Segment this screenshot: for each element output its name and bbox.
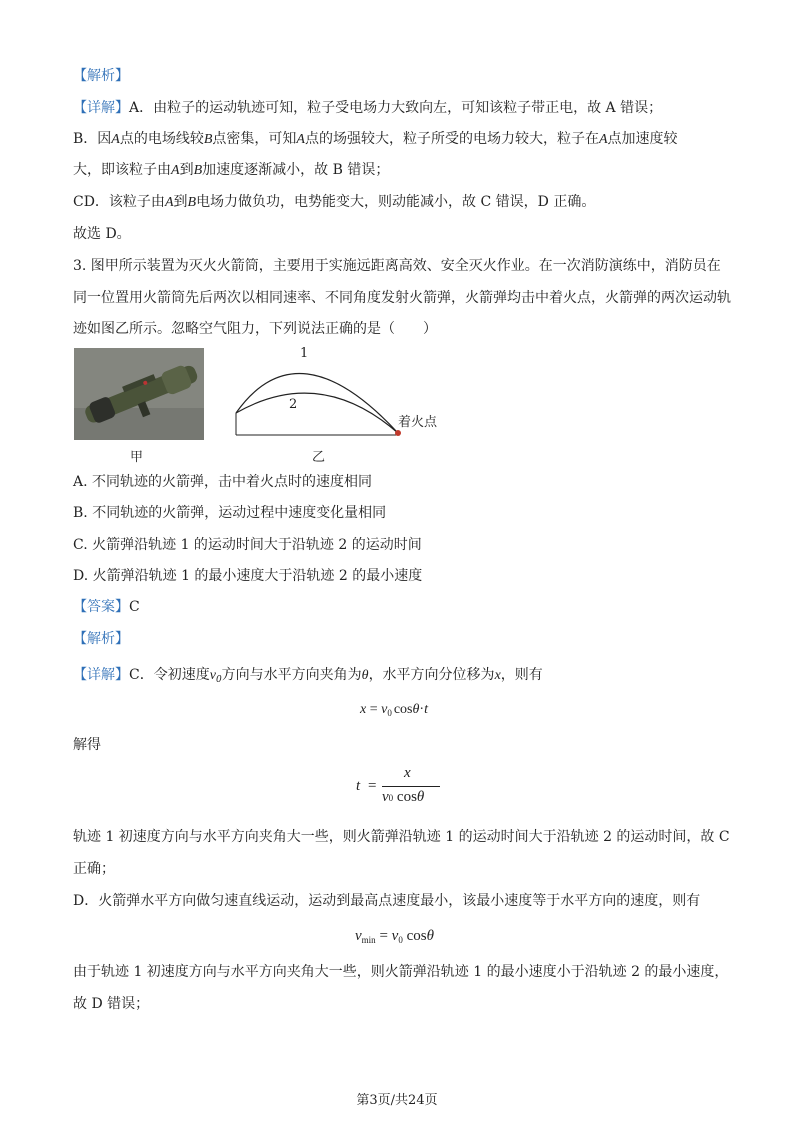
fraction-bar <box>382 786 440 787</box>
b-mid2: 点密集，可知 <box>212 131 297 147</box>
fig-label-yi: 乙 <box>312 450 326 465</box>
eq-t: t <box>424 702 428 717</box>
b2-prefix: 大，即该粒子由 <box>73 162 171 178</box>
detail-b-line2 <box>73 160 389 181</box>
jiexi-tag-2: 【解析】 <box>73 631 129 647</box>
d-conclusion-2: 故 D 错误； <box>73 996 150 1012</box>
d-conclusion-1: 由于轨迹 1 初速度方向与水平方向夹角大一些，则火箭弹沿轨迹 1 的最小速度小于沿轨迹 2 的最小速度， <box>73 964 729 980</box>
q3-stem-line2: 同一位置用火箭筒先后两次以相同速率、不同角度发射火箭弹，火箭弹均击中着火点，火箭弹的两次运动轨 <box>73 290 731 306</box>
eq2-numerator: x <box>404 765 411 781</box>
sym-x: x <box>494 668 501 683</box>
eq2-denominator <box>382 789 424 806</box>
jiexi-tag-1: 【解析】 <box>73 68 129 84</box>
page-footer: 第3页/共24页 <box>356 1093 438 1108</box>
b-end: 点加速度较 <box>607 131 678 147</box>
eq3-v: v <box>355 928 362 944</box>
eq2-cos: cos <box>396 789 417 805</box>
cd-end: 电场力做负功，电势能变大，则动能减小，故 C 错误，D 正确。 <box>196 194 596 210</box>
detail-a-text: A．由粒子的运动轨迹可知，粒子受电场力大致向左，可知该粒子带正电，故 A 错误； <box>129 100 663 116</box>
detail-cd-line <box>73 192 595 213</box>
sym-a: A <box>164 195 174 210</box>
b-mid1: 点的电场线较 <box>119 131 204 147</box>
b2-mid: 到 <box>179 162 194 178</box>
cd-mid: 到 <box>173 194 188 210</box>
eq3-sub0: 0 <box>398 935 403 945</box>
eq-dot: · <box>419 702 425 717</box>
b2-end: 加速度逐渐减小，故 B 错误； <box>202 162 390 178</box>
answer-line <box>73 597 140 617</box>
answer-tag: 【答案】 <box>73 599 129 615</box>
sym-a: A <box>296 132 305 147</box>
eq2-sub0: 0 <box>388 793 394 803</box>
eq-cos: cos <box>393 702 413 717</box>
sym-a: A <box>111 132 120 147</box>
sym-b: B <box>187 195 197 210</box>
c-conclusion-1: 轨迹 1 初速度方向与水平方向夹角大一些，则火箭弹沿轨迹 1 的运动时间大于沿轨迹 2 的运动时间，故 C <box>73 829 730 845</box>
c-text-4: ，则有 <box>500 667 543 683</box>
equation-vmin <box>355 928 434 945</box>
eq2-theta: θ <box>416 789 425 805</box>
option-a: A. 不同轨迹的火箭弹，击中着火点时的速度相同 <box>73 474 373 490</box>
eq2-v: v <box>382 789 389 805</box>
c-text-2: 方向与水平方向夹角为 <box>221 667 362 683</box>
option-b: B. 不同轨迹的火箭弹，运动过程中速度变化量相同 <box>73 505 387 521</box>
sym-a: A <box>171 163 180 178</box>
detail-c-line <box>73 665 543 690</box>
trajectory-1 <box>236 373 398 433</box>
eq3-equals: = <box>379 928 388 944</box>
trajectory-2 <box>236 393 398 433</box>
eq2-equals: = <box>368 778 377 794</box>
sym-v: v <box>209 668 216 683</box>
cd-prefix: CD．该粒子由 <box>73 194 165 210</box>
detail-a-line <box>73 98 662 118</box>
sym-theta: θ <box>361 668 369 683</box>
c-text-3: ，水平方向分位移为 <box>368 667 495 683</box>
q3-stem-line3: 迹如图乙所示。忽略空气阻力，下列说法正确的是（ ） <box>73 321 437 337</box>
q3-stem-line1: 3. 图甲所示装置为灭火火箭筒，主要用于实施远距离高效、安全灭火作业。在一次消防演练中，消防员在 <box>73 258 721 274</box>
option-d: D. 火箭弹沿轨迹 1 的最小速度大于沿轨迹 2 的最小速度 <box>73 568 423 584</box>
detail-b-line1 <box>73 129 678 150</box>
sym-a: A <box>598 132 608 147</box>
sym-b: B <box>203 132 213 147</box>
equation-t <box>356 765 446 811</box>
option-c: C. 火箭弹沿轨迹 1 的运动时间大于沿轨迹 2 的运动时间 <box>73 537 422 553</box>
b-mid3: 点的场强较大，粒子所受的电场力较大，粒子在 <box>304 131 599 147</box>
eq-v: v <box>381 702 388 717</box>
eq3-theta: θ <box>426 928 434 944</box>
eq2-t: t <box>356 778 361 794</box>
detail-tag-1: 【详解】 <box>73 100 129 116</box>
c-conclusion-2: 正确； <box>73 861 115 877</box>
figure-jia-photo <box>74 348 204 440</box>
traj-label-1: 1 <box>300 346 309 361</box>
fire-point-label: 着火点 <box>398 415 438 430</box>
eq-x: x <box>360 702 367 717</box>
sym-sub-0: 0 <box>215 675 222 685</box>
c-text-1: C．令初速度 <box>129 667 210 683</box>
equation-x <box>360 702 428 718</box>
eq3-min: min <box>361 935 376 945</box>
rocket-launcher-image <box>74 348 204 440</box>
eq3-v0: v <box>391 928 399 944</box>
d-text-line: D．火箭弹水平方向做匀速直线运动，运动到最高点速度最小，该最小速度等于水平方向的速度，则有 <box>73 893 701 909</box>
eq3-cos: cos <box>406 928 427 944</box>
answer-value: C <box>129 599 140 615</box>
eq-sub0: 0 <box>387 708 392 718</box>
fig-label-jia: 甲 <box>130 450 144 465</box>
traj-label-2: 2 <box>289 397 298 412</box>
fire-point-dot <box>395 430 401 436</box>
detail-tag-2: 【详解】 <box>73 667 129 683</box>
eq-theta: θ <box>412 702 420 717</box>
b-prefix: B．因 <box>73 131 112 147</box>
jiede-line: 解得 <box>73 737 101 753</box>
choice-line: 故选 D。 <box>73 226 131 242</box>
sym-b: B <box>193 163 203 178</box>
eq-equals: = <box>369 702 378 717</box>
